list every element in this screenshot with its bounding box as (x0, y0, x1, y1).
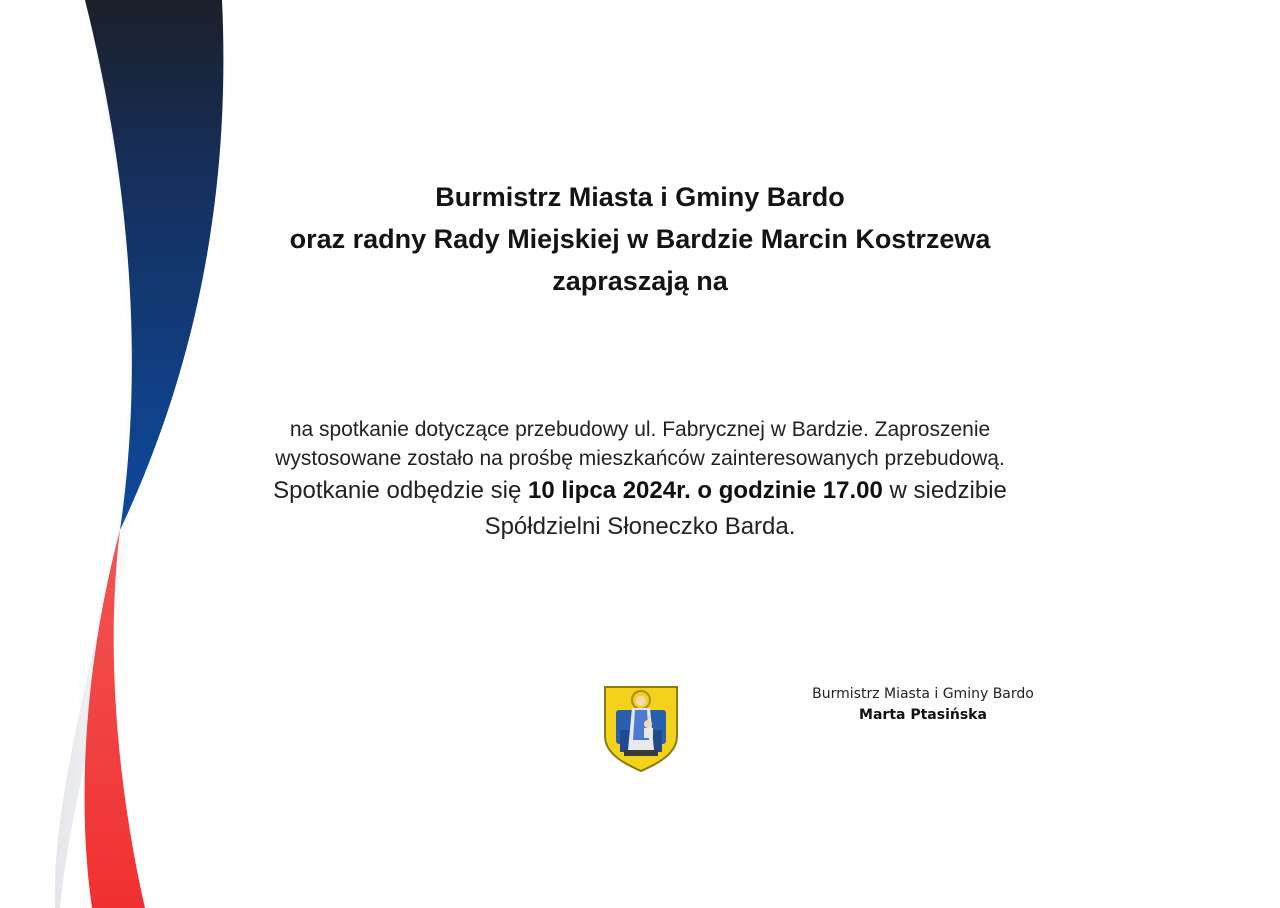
meeting-intro: Spotkanie odbędzie się (273, 477, 528, 504)
body-line-3 (190, 473, 1090, 509)
body-line-4: Spółdzielni Słoneczko Barda. (484, 513, 796, 540)
body-line-2: wystosowane zostało na prośbę mieszkańców zainteresowanych przebudową. (275, 447, 1005, 470)
meeting-venue-intro: w siedzibie (882, 477, 1007, 504)
coat-of-arms-icon (602, 684, 680, 774)
ribbon-red-band (85, 530, 145, 908)
signature-title: Burmistrz Miasta i Gminy Bardo (812, 686, 1034, 702)
invitation-body (190, 415, 1090, 545)
heading-line-3: zapraszają na (552, 266, 728, 296)
signature-name: Marta Ptasińska (859, 707, 987, 723)
signature-block (780, 684, 1066, 726)
meeting-date-time: 10 lipca 2024r. o godzinie 17.00 (527, 477, 883, 504)
heading-line-1: Burmistrz Miasta i Gminy Bardo (435, 182, 845, 212)
body-line-1: na spotkanie dotyczące przebudowy ul. Fabrycznej w Bardzie. Zaproszenie (289, 418, 991, 441)
heading-line-2: oraz radny Rady Miejskiej w Bardzie Marcin Kostrzewa (289, 224, 991, 254)
invitation-heading (240, 176, 1040, 302)
